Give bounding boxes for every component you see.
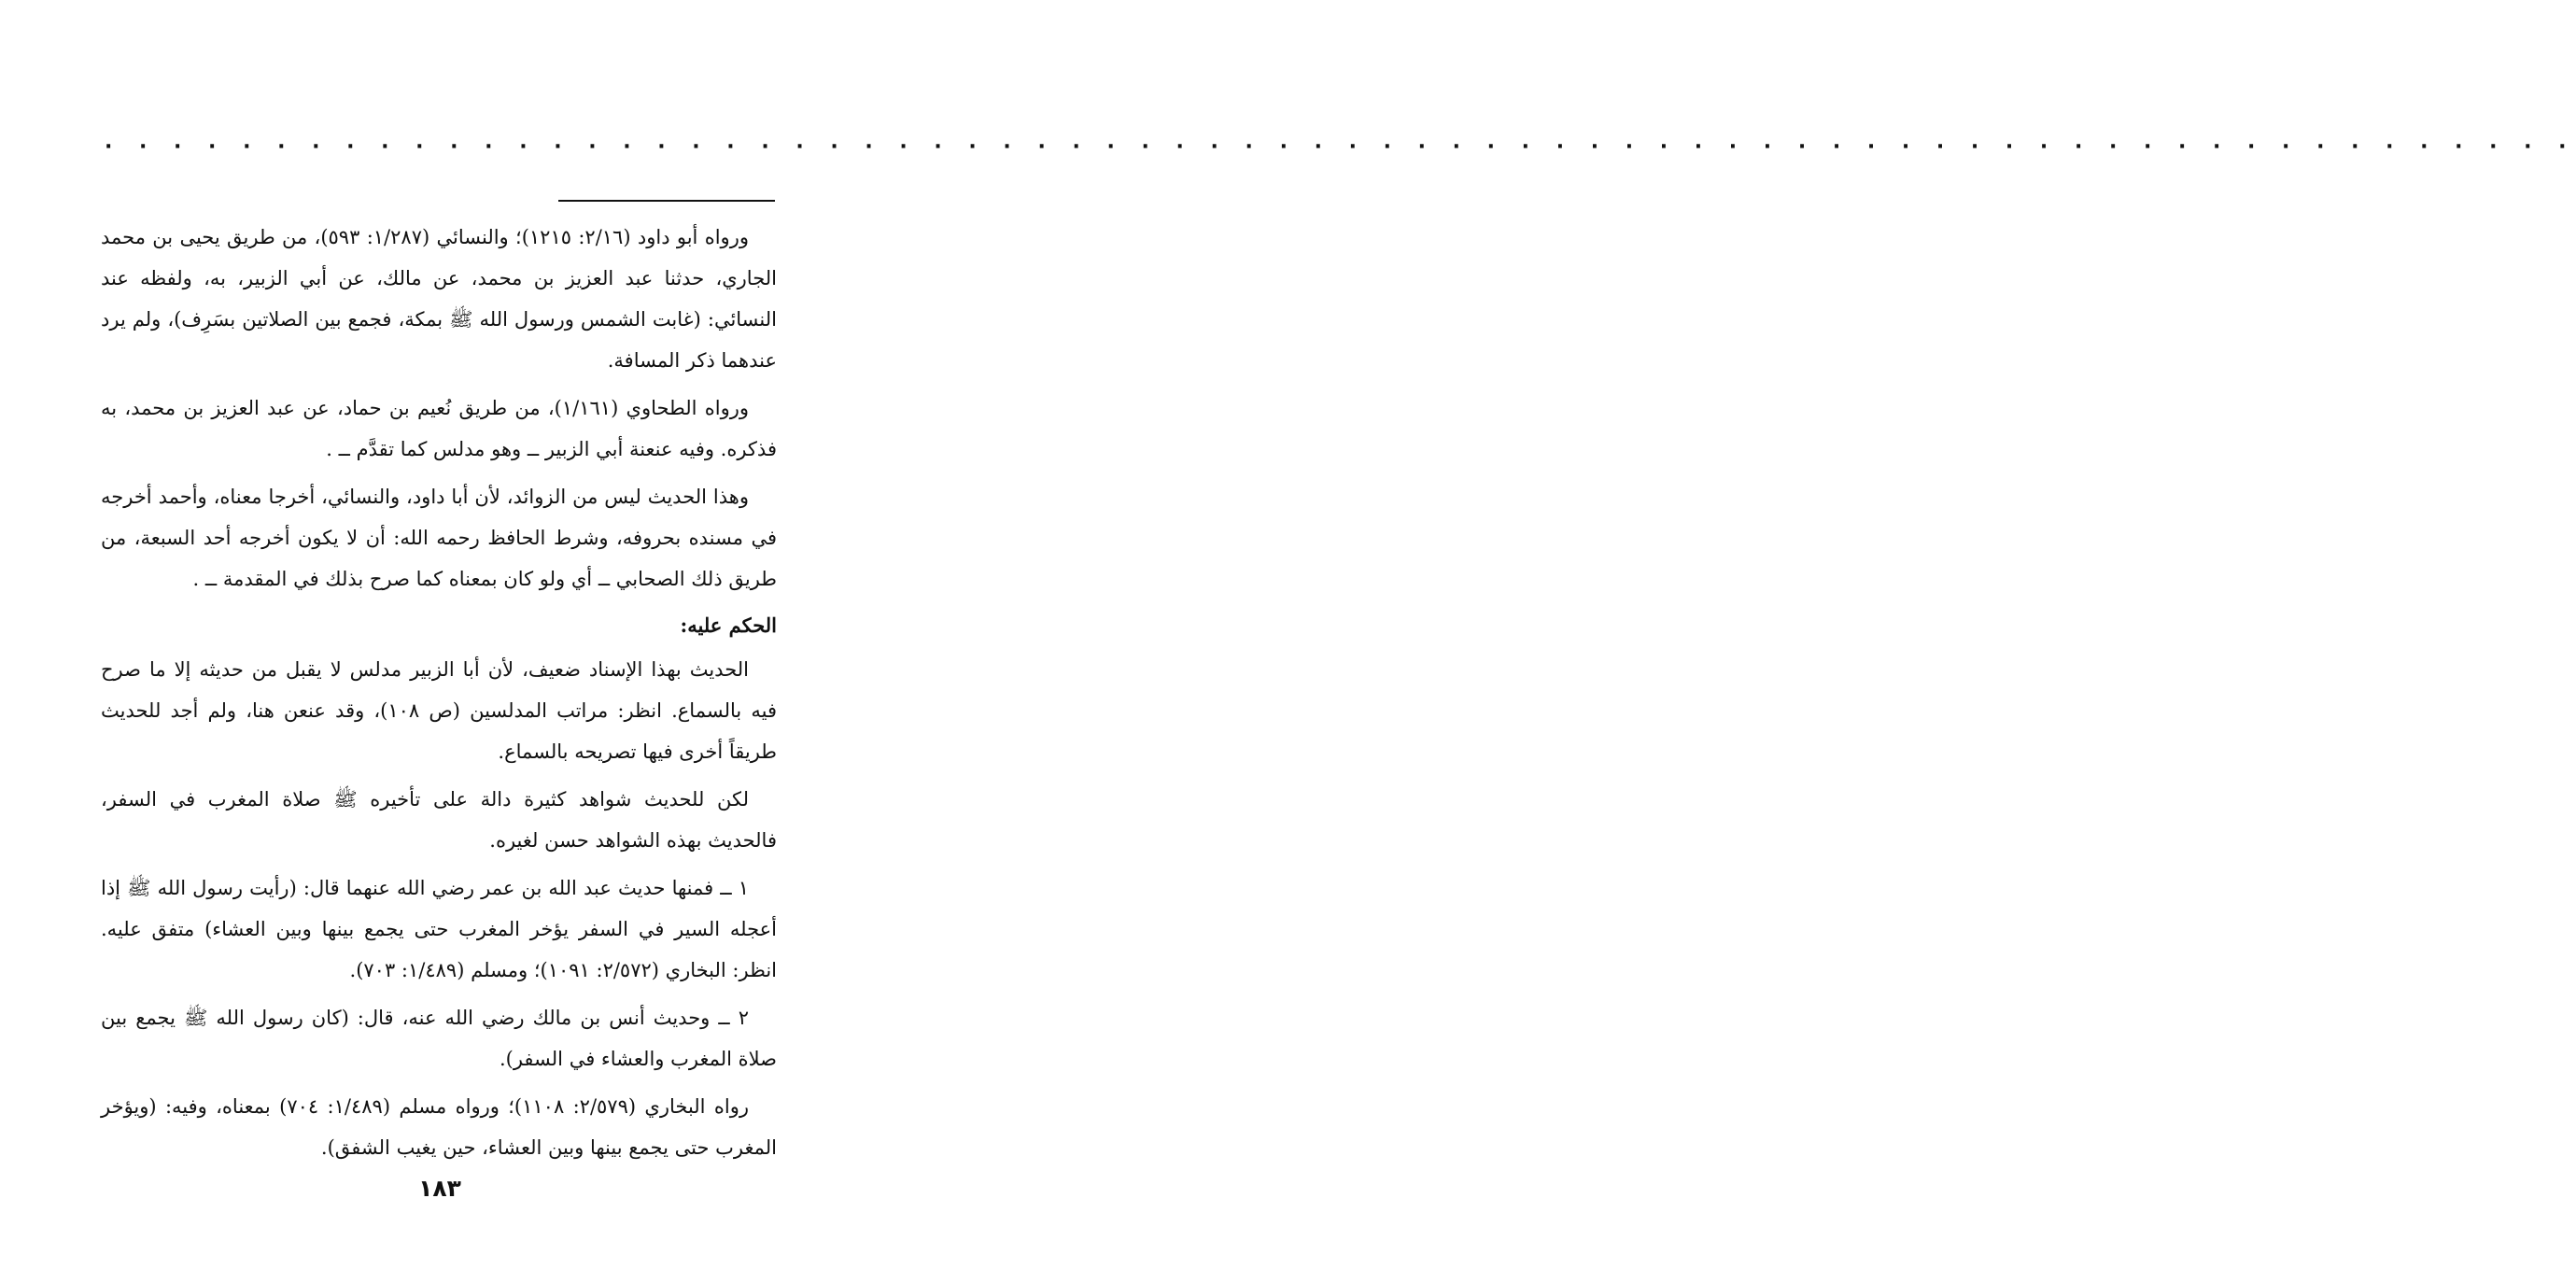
- paragraph-shawahid: لكن للحديث شواهد كثيرة دالة على تأخيره ﷺ صلاة المغرب في السفر، فالحديث بهذه الشواهد حسن لغيره.: [101, 788, 777, 852]
- paragraph-anas: ٢ ــ وحديث أنس بن مالك رضي الله عنه، قال: (كان رسول الله ﷺ يجمع بين صلاة المغرب والعشاء في السفر).: [101, 1007, 777, 1070]
- paragraph-bukhari-muslim: رواه البخاري (٢/٥٧٩: ١١٠٨)؛ ورواه مسلم (١/٤٨٩: ٧٠٤) بمعناه، وفيه: (ويؤخر المغرب حتى يجمع بينها وبين العشاء، حين يغيب الشفق).: [101, 1095, 777, 1159]
- paragraph-abu-dawud-nasai: ورواه أبو داود (٢/١٦: ١٢١٥)؛ والنسائي (١/٢٨٧: ٥٩٣)، من طريق يحيى بن محمد الجاري، حدثنا عبد العزيز بن محمد، عن مالك، عن أبي الزبير، به، ولفظه عند النسائي: (غابت الشمس ورسول الله ﷺ بمكة، فجمع بين الصلاتين بسَرِف)، ولم يرد عندهما ذكر المسافة.: [101, 226, 777, 372]
- page-number: ١٨٣: [418, 1175, 461, 1202]
- footnote-rule: [558, 200, 775, 202]
- page-body: [101, 217, 777, 1175]
- paragraph-ruling: الحديث بهذا الإسناد ضعيف، لأن أبا الزبير مدلس لا يقبل من حديثه إلا ما صرح فيه بالسماع. انظر: مراتب المدلسين (ص ١٠٨)، وقد عنعن هنا، ولم أجد للحديث طريقاً أخرى فيها تصريحه بالسماع.: [101, 658, 777, 763]
- paragraph-ibn-umar: ١ ــ فمنها حديث عبد الله بن عمر رضي الله عنهما قال: (رأيت رسول الله ﷺ إذا أعجله السير في السفر يؤخر المغرب حتى يجمع بينها وبين العشاء) متفق عليه. انظر: البخاري (٢/٥٧٢: ١٠٩١)؛ ومسلم (١/٤٨٩: ٧٠٣).: [101, 877, 777, 981]
- section-heading-ruling: الحكم عليه:: [680, 613, 777, 637]
- paragraph-tahawi: ورواه الطحاوي (١/١٦١)، من طريق نُعيم بن حماد، عن عبد العزيز بن محمد، به فذكره. وفيه عنعنة أبي الزبير ــ وهو مدلس كما تقدَّم ــ .: [101, 397, 777, 460]
- paragraph-zawaid-note: وهذا الحديث ليس من الزوائد، لأن أبا داود، والنسائي، أخرجا معناه، وأحمد أخرجه في مسنده بحروفه، وشرط الحافظ رحمه الله: أن لا يكون أخرجه أحد السبعة، من طريق ذلك الصحابي ــ أي ولو كان بمعناه كما صرح بذلك في المقدمة ــ .: [101, 486, 777, 590]
- separator-dots: · · · · · · · · · · · · · · · · · · · · · · · · · · · · · · · · · · · · · · · · · · · · · · · · · · · · · · · · · · · · · · · · · · · · · · · ·: [105, 135, 2576, 159]
